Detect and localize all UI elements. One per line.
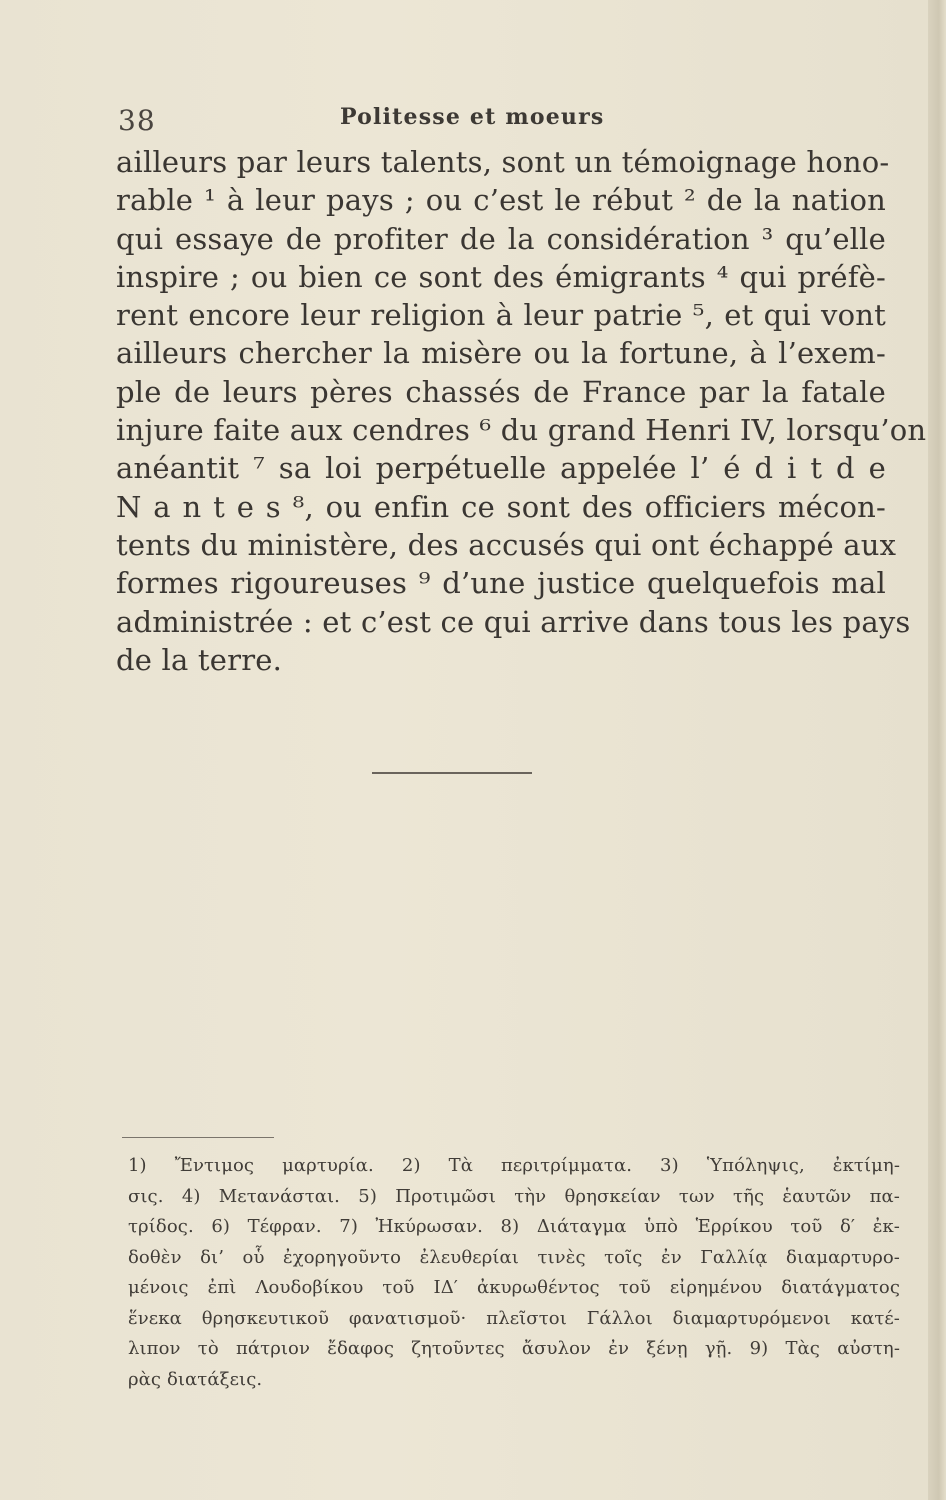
footnotes bbox=[128, 1151, 900, 1395]
paragraph-line: rent encore leur religion à leur patrie ⁵, et qui vont bbox=[116, 298, 886, 333]
footnote-line: λιπον τὸ πάτριον ἔδαφος ζητοῦντες ἄσυλον ἐν ξένῃ γῇ. 9) Τὰς αὐστη- bbox=[128, 1338, 900, 1359]
paragraph-line: rable ¹ à leur pays ; ou c’est le rébut ² de la nation bbox=[116, 183, 886, 218]
paragraph-line: de la terre. bbox=[116, 642, 283, 677]
paragraph-line: ailleurs par leurs talents, sont un témoignage hono- bbox=[116, 145, 890, 179]
running-head: Politesse et moeurs bbox=[340, 104, 605, 130]
footnote-line: σις. 4) Μετανάσται. 5) Προτιμῶσι τὴν θρησκείαν των τῆς ἑαυτῶν πα- bbox=[128, 1185, 900, 1207]
footnote-line: 1) Ἔντιμος μαρτυρία. 2) Τὰ περιτρίμματα. 3) Ὑπόληψις, ἐκτίμη- bbox=[128, 1155, 900, 1176]
footnote-line: ἕνεκα θρησκευτικοῦ φανατισμοῦ· πλεῖστοι Γάλλοι διαμαρτυρόμενοι κατέ- bbox=[128, 1307, 900, 1329]
paragraph-line: anéantit ⁷ sa loi perpétuelle appelée l’ é d i t d e bbox=[116, 451, 886, 486]
paragraph-line: inspire ; ou bien ce sont des émigrants ⁴ qui préfè- bbox=[116, 259, 886, 294]
footnote-separator bbox=[122, 1137, 274, 1138]
footnote-line: μένοις ἐπὶ Λουδοβίκου τοῦ ΙΔ′ ἀκυρωθέντος τοῦ εἰρημένου διατάγματος bbox=[128, 1277, 900, 1298]
paragraph-line: administrée : et c’est ce qui arrive dans tous les pays bbox=[116, 604, 911, 639]
paragraph-line: tents du ministère, des accusés qui ont échappé aux bbox=[116, 527, 897, 562]
paragraph-line: ailleurs chercher la misère ou la fortune, à l’exem- bbox=[116, 336, 886, 371]
footnote-line: δοθὲν δι’ οὗ ἐχορηγοῦντο ἐλευθερίαι τινὲς τοῖς ἐν Γαλλίᾳ διαμαρτυρο- bbox=[128, 1246, 900, 1268]
paragraph-line: ple de leurs pères chassés de France par la fatale bbox=[116, 374, 886, 409]
page-edge-shadow bbox=[928, 0, 946, 1500]
footnote-line: ρὰς διατάξεις. bbox=[128, 1368, 263, 1390]
paragraph-line: qui essaye de profiter de la considération ³ qu’elle bbox=[116, 221, 886, 256]
paragraph-line: N a n t e s ⁸, ou enfin ce sont des officiers mécon- bbox=[116, 489, 886, 524]
section-divider bbox=[372, 772, 532, 774]
paragraph-line: injure faite aux cendres ⁶ du grand Henri IV, lorsqu’on bbox=[116, 413, 927, 448]
paragraph-line: formes rigoureuses ⁹ d’une justice quelquefois mal bbox=[116, 566, 886, 601]
main-paragraph bbox=[116, 143, 927, 679]
page-number: 38 bbox=[118, 104, 156, 137]
footnote-line: τρίδος. 6) Τέφραν. 7) Ἠκύρωσαν. 8) Διάταγμα ὑπὸ Ἑρρίκου τοῦ δ′ ἐκ- bbox=[128, 1216, 900, 1237]
